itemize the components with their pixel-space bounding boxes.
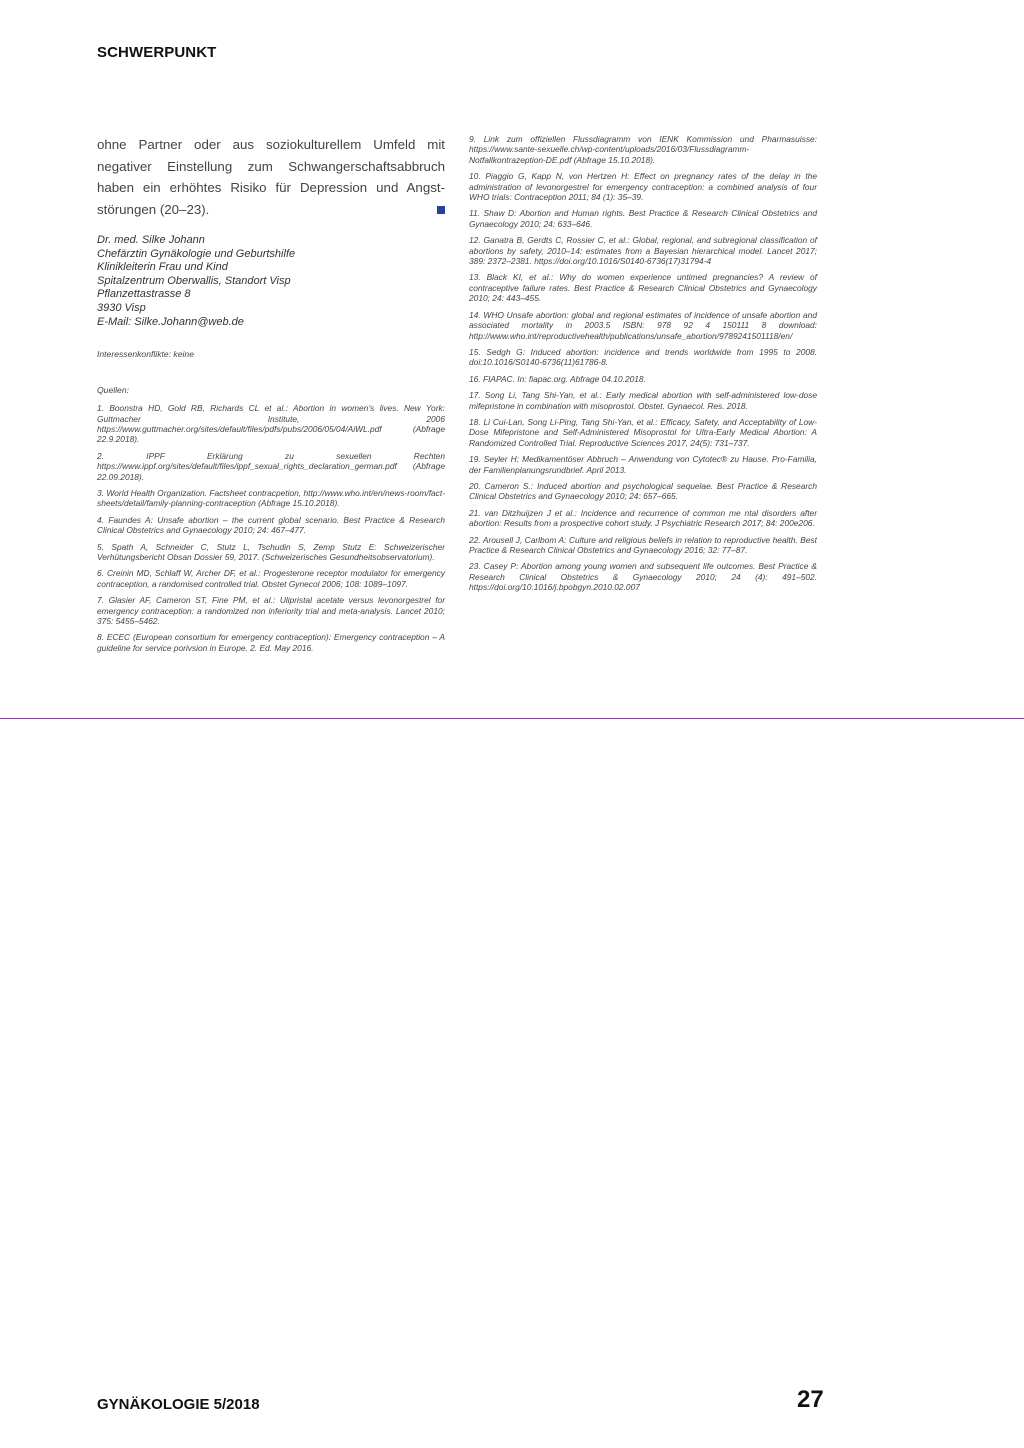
reference-item: 13. Black KI, et al.: Why do women experience untimed pregnancies? A review of contraceptive failure rates. Best Practice & Research Clinical Obstetrics and Gynaecology 2010; 24: 443–455. [469, 272, 817, 304]
body-paragraph [97, 134, 445, 220]
reference-item: 14. WHO Unsafe abortion: global and regional estimates of incidence of unsafe abortion and associated mortality in 2003.5 ISBN: 978 92 4 150111 8 download: http://www.who.int/reproductivehealth/publications/unsafe_abortion/9789241501118/en/ [469, 309, 817, 341]
author-line: 3930 Visp [97, 301, 146, 314]
section-divider [0, 718, 1024, 719]
reference-item: 9. Link zum offiziellen Flussdiagramm von IENK Kommission und Pharmasuisse: https://www.sante-sexuelle.ch/wp-content/uploads/2016/03/Flussdiagramm-Notfallkontrazeption-DE.pdf (Abfrage 15.10.2018). [469, 134, 817, 165]
reference-item: 21. van Ditzhuijzen J et al.: Incidence and recurrence of common me ntal disorders after abortion: Results from a prospective cohort study. J Psychiatric Research 2017; 84: 200e206. [469, 507, 817, 529]
author-line: Chefärztin Gynäkologie und Geburtshilfe [97, 247, 296, 260]
article-end-mark-icon [437, 206, 445, 214]
reference-item: 6. Creinin MD, Schlaff W, Archer DF, et al.: Progesterone receptor modulator for emergency contraception, a randomised controlled trial. Obstet Gynecol 2006; 108: 1089–1097. [97, 568, 445, 589]
right-column [469, 134, 817, 599]
reference-item: 4. Faundes A: Unsafe abortion – the current global scenario. Best Practice & Research Clinical Obstetrics and Gynaecology 2010; 24: 467–477. [97, 514, 445, 536]
author-line: Pflanzettastrasse 8 [97, 288, 191, 301]
left-column [97, 134, 445, 659]
author-email: E-Mail: Silke.Johann@web.de [97, 315, 244, 328]
sources-label: Quellen: [97, 385, 130, 396]
reference-item: 16. FIAPAC. In: fiapac.org. Abfrage 04.10.2018. [469, 373, 646, 384]
reference-item: 7. Glasier AF, Cameron ST, Fine PM, et al.: Ulipristal acetate versus levonorgestrel for emergency contraception: a randomized non inferiority trial and meta-analysis. Lancet 2010; 375: 5455–5462. [97, 595, 445, 627]
reference-item: 17. Song Li, Tang Shi-Yan, et al.: Early medical abortion with self-administered low-dose mifepristone in combination with misoprostol. Obstet. Gynaecol. Res. 2018. [469, 390, 817, 411]
reference-item: 15. Sedgh G: Induced abortion: incidence and trends worldwide from 1995 to 2008. doi:10.1016/S0140-6736(11)61786-8. [469, 346, 817, 368]
author-line: Spitalzentrum Oberwallis, Standort Visp [97, 274, 291, 287]
author-block [97, 234, 445, 329]
conflict-of-interest: Interessenkonflikte: keine [97, 349, 194, 360]
reference-item: 2. IPPF Erklärung zu sexuellen Rechten https://www.ippf.org/sites/default/files/ippf_sexual_rights_declaration_german.pdf (Abfrage 22.09.2018). [97, 450, 445, 482]
reference-item: 8. ECEC (European consortium for emergency contraception): Emergency contraception – A guideline for service porivsion in Europe. 2. Ed. May 2016. [97, 632, 445, 653]
journal-issue: GYNÄKOLOGIE 5/2018 [97, 1396, 260, 1413]
reference-item: 22. Arousell J, Carlbom A: Culture and religious beliefs in relation to reproductive health. Best Practice & Research Clinical Obstetrics and Gynaecology 2016; 32: 77–87. [469, 534, 817, 555]
reference-item: 5. Spath A, Schneider C, Stutz L, Tschudin S, Zemp Stutz E: Schweizerischer Verhütungsbericht Obsan Dossier 59, 2017. (Schweizerisches Gesundheitsobservatorium). [97, 541, 445, 563]
reference-item: 19. Seyler H: Medikamentöser Abbruch – Anwendung von Cytotec® zu Hause. Pro-Familia, der Familienplanungsrundbrief. April 2013. [469, 454, 817, 475]
author-line: Klinikleiterin Frau und Kind [97, 261, 228, 274]
reference-item: 18. Li Cui-Lan, Song Li-Ping, Tang Shi-Yan, et al.: Efficacy, Safety, and Acceptability of Low-Dose Mifepristone and Self-Administered Misoprostol for Ultra-Early Medical Abortion: A Randomized Controlled Trial. Reproductive Sciences 2017, 24(5): 731–737. [469, 416, 817, 448]
page-number: 27 [797, 1386, 824, 1413]
references-left [97, 403, 445, 653]
reference-item: 1. Boonstra HD, Gold RB, Richards CL et al.: Abortion in women’s lives. New York: Guttmacher Institute, 2006 https://www.guttmacher.org/sites/default/files/pdfs/pubs/2006/05/04/AiWL.pdf (Abfrage 22.9.2018). [97, 403, 445, 445]
body-paragraph-text: ohne Partner oder aus soziokulturellem Umfeld mit negativer Einstellung zum Schwangerschaftsabbruch haben ein erhöhtes Risiko für Depression und Angststörungen (20–23). [97, 137, 445, 217]
reference-item: 3. World Health Organization. Factsheet contracpetion, http://www.who.int/en/news-room/fact-sheets/detail/family-planning-contraception (Abfrage 15.10.2018). [97, 488, 445, 509]
section-header: SCHWERPUNKT [97, 44, 217, 61]
reference-item: 12. Ganatra B, Gerdts C, Rossier C, et al.: Global, regional, and subregional classification of abortions by safety, 2010–14: estimates from a Bayesian hierarchical model. Lancet 2017; 389: 2372–2381. https://doi.org/10.1016/S0140-6736(17)31794-4 [469, 235, 817, 267]
reference-item: 11. Shaw D: Abortion and Human rights. Best Practice & Research Clinical Obstetrics and Gynaecology 2010; 24: 633–646. [469, 208, 817, 229]
reference-item: 20. Cameron S.: Induced abortion and psychological sequelae. Best Practice & Research Clinical Obstetrics and Gynaecology 2010; 24: 657–665. [469, 480, 817, 502]
author-name: Dr. med. Silke Johann [97, 234, 205, 246]
reference-item: 23. Casey P: Abortion among young women and subsequent life outcomes. Best Practice & Research Clinical Obstetrics & Gynaecology 2010; 24 (4): 491–502. https://doi.org/10.1016/j.bpobgyn.2010.02.007 [469, 561, 817, 593]
reference-item: 10. Piaggio G, Kapp N, von Hertzen H: Effect on pregnancy rates of the delay in the administration of levonorgestrel for emergency contraception: a combined analysis of four WHO trials: Contraception 2011; 84 (1): 35–39. [469, 171, 817, 203]
